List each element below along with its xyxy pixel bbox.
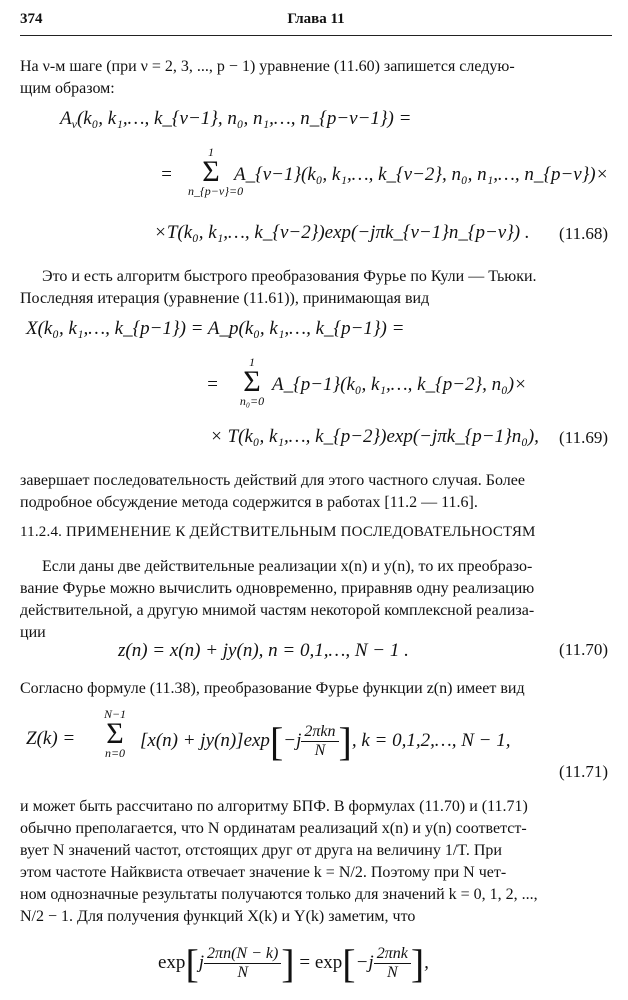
equation-11-70: z(n) = x(n) + jy(n), n = 0,1,…, N − 1 .: [118, 640, 409, 661]
book-page: [20, 0, 612, 1000]
text-line: вует N значений частот, отстоящих друг от друга на величину 1/T. При: [20, 842, 502, 859]
text-line: и может быть рассчитано по алгоритму БПФ. В формулах (11.70) и (11.71): [20, 798, 528, 815]
paragraph-conclusion: [20, 470, 612, 514]
text-line: щим образом:: [20, 80, 115, 97]
text-line: ции: [20, 624, 46, 641]
summation-symbol: 1 Σ n_{p−ν}=0: [188, 145, 244, 198]
paragraph-cooley-tukey: [20, 266, 612, 310]
paragraph-real-sequences: [20, 556, 612, 644]
equation-11-68-line2: =: [160, 164, 173, 185]
page-number: 374: [20, 11, 43, 27]
equation-number-11-69: (11.69): [559, 428, 608, 447]
equation-number-11-71: (11.71): [559, 762, 608, 781]
equation-number-11-68: (11.68): [559, 224, 608, 243]
equation-11-69-line2-body: A_{p−1}(k₀, k₁,…, k_{p−2}, n₀)×: [272, 374, 527, 395]
paragraph-fft-usage: [20, 796, 612, 928]
text-line: действительной, а другую мнимой частям некоторой комплексной реализа-: [20, 602, 535, 619]
section-heading: 11.2.4. ПРИМЕНЕНИЕ К ДЕЙСТВИТЕЛЬНЫМ ПОСЛЕДОВАТЕЛЬНОСТЯМ: [20, 524, 536, 540]
text-line: Последняя итерация (уравнение (11.61)), принимающая вид: [20, 290, 430, 307]
summation-symbol: 1 Σ n₀=0: [239, 355, 265, 408]
equation-11-71-lhs: Z(k) =: [26, 728, 76, 749]
summation-symbol: N−1 Σ n=0: [103, 707, 127, 760]
text-line: этом частоте Найквиста отвечает значение k = N/2. Поэтому при N чет-: [20, 864, 507, 881]
text-line: завершает последовательность действий для этого частного случая. Более: [20, 472, 525, 489]
text-line: Это и есть алгоритм быстрого преобразования Фурье по Кули — Тьюки.: [42, 268, 537, 285]
equation-11-71-body: [x(n) + jy(n)]exp[−j $\frac{\text{2πkn}}{N}$ ], k = 0,1,2,…, N − 1,: [140, 719, 511, 764]
text-line: N/2 − 1. Для получения функций X(k) и Y(k) заметим, что: [20, 908, 416, 925]
text-line: Если даны две действительные реализации x(n) и y(n), то их преобразо-: [42, 558, 533, 575]
equation-11-69-line3: × T(k₀, k₁,…, k_{p−2})exp(−jπk_{p−1}n₀),: [210, 426, 539, 447]
equation-final: exp[j $\frac{2\pi n(N - k)}{N}$ ] = exp[−j $\frac{\text{2πnk}}{N}$ ],: [158, 941, 429, 986]
text-line: На ν-м шаге (при ν = 2, 3, ..., p − 1) уравнение (11.60) запишется следую-: [20, 58, 515, 75]
page-header: [20, 7, 612, 33]
equation-number-11-70: (11.70): [559, 640, 608, 659]
header-rule: [20, 35, 612, 36]
text-line: ном однозначные результаты получаются только для значений k = 0, 1, 2, ...,: [20, 886, 538, 903]
running-title: Глава 11: [287, 11, 345, 27]
equation-11-68-line3: ×T(k₀, k₁,…, k_{ν−2})exp(−jπk_{ν−1}n_{p−ν}) .: [154, 222, 530, 243]
equation-11-68-line2-body: A_{ν−1}(k₀, k₁,…, k_{ν−2}, n₀, n₁,…, n_{p−ν})×: [234, 164, 609, 185]
text-line: Согласно формуле (11.38), преобразование Фурье функции z(n) имеет вид: [20, 680, 525, 697]
equation-11-69-line2: =: [206, 374, 219, 395]
equation-11-68-line1: $A_\nu(k_0$, k₁,…, k_{ν−1}, n₀, n₁,…, n_{p−ν−1}) =: [60, 108, 412, 131]
text-line: обычно преполагается, что N ординатам реализаций x(n) и y(n) соответст-: [20, 820, 527, 837]
equation-11-69-line1: X(k₀, k₁,…, k_{p−1}) = A_p(k₀, k₁,…, k_{p−1}) =: [26, 318, 405, 339]
text-line: вание Фурье можно вычислить одновременно, приравняв одну реализацию: [20, 580, 535, 597]
paragraph-formula-ref: [20, 678, 612, 700]
text-line: подробное обсуждение метода содержится в работах [11.2 — 11.6].: [20, 494, 478, 511]
paragraph-intro: [20, 56, 612, 100]
